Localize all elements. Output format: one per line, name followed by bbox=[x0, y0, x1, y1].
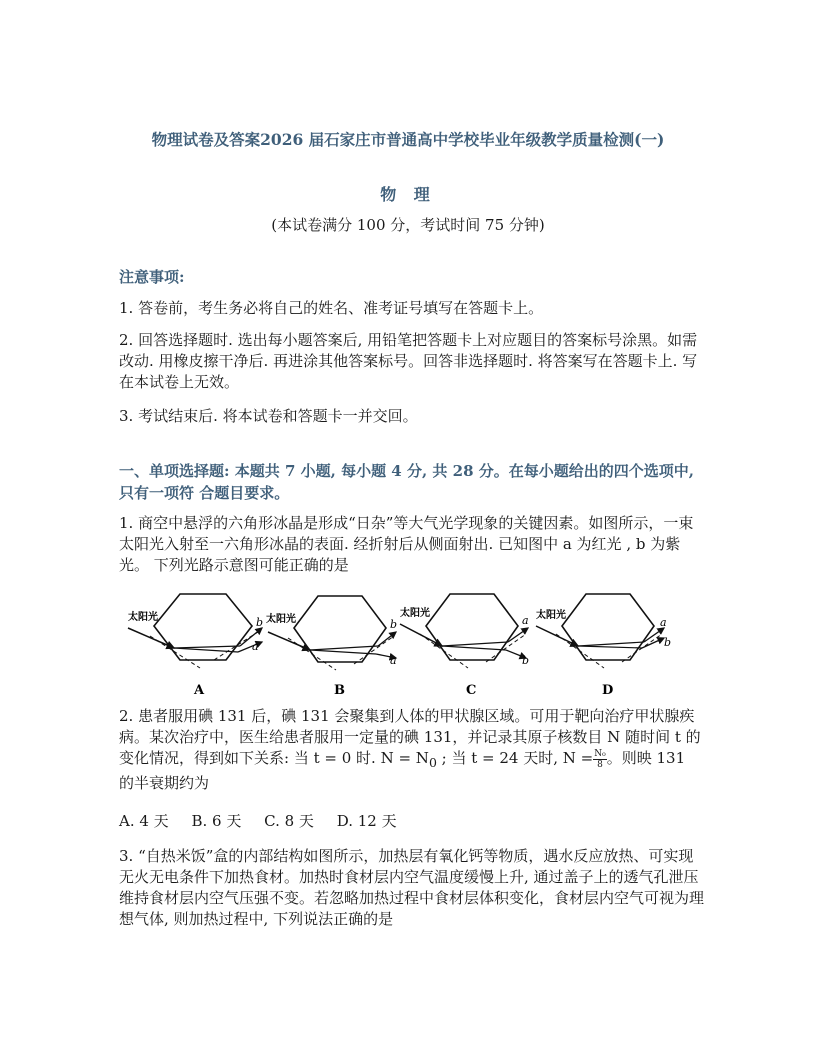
exam-info: (本试卷满分 100 分，考试时间 75 分钟) bbox=[271, 216, 545, 234]
n0-over-8-fraction: $\frac{\text{N₀}}{8}$ bbox=[594, 748, 606, 770]
document-title: 物理试卷及答案2026 届石家庄市普通高中学校毕业年级教学质量检测(一) bbox=[151, 130, 665, 149]
panel-c-diagram bbox=[400, 594, 529, 698]
panel-a-label: A bbox=[194, 683, 205, 698]
option-a[interactable]: A. 4 天 bbox=[119, 812, 169, 830]
panel-a-diagram bbox=[128, 594, 263, 698]
notice-item-3: 3. 考试结束后. 将本试卷和答题卡一并交回。 bbox=[119, 407, 418, 425]
panel-c-sun-label: 太阳光 bbox=[400, 608, 430, 619]
panel-c-ray-a-label: a bbox=[522, 614, 529, 627]
panel-a-sun-label: 太阳光 bbox=[128, 612, 158, 623]
panel-b-sun-label: 太阳光 bbox=[266, 614, 296, 625]
option-c[interactable]: C. 8 天 bbox=[264, 812, 314, 830]
panel-d-ray-b-label: b bbox=[664, 636, 672, 649]
panel-b-label: B bbox=[334, 683, 345, 698]
question-2-options bbox=[119, 810, 415, 831]
panel-d-label: D bbox=[602, 683, 614, 698]
option-d[interactable]: D. 12 天 bbox=[336, 812, 397, 830]
panel-a-ray-b-label: b bbox=[256, 616, 264, 629]
ice-crystal-figure bbox=[0, 588, 816, 698]
n0-subscript: 0 bbox=[428, 755, 437, 770]
question-2-text: 2. 患者服用碘 131 后，碘 131 会聚集到人体的甲状腺区域。可用于靶向治疗甲状腺疾病。某次治疗中，医生给患者服用一定量的碘 131，并记录其原子核数目 N 随时间 t 的变化情况，得到如下关系: 当 t = 0 时. $N = N_0$ ; 当 t = 24 天时, N = $\frac{\text{N₀}}{8}$ 。则映 131 的半衰期约为 bbox=[119, 707, 701, 792]
notice-heading: 注意事项: bbox=[119, 268, 185, 286]
question-3-text: 3. “自热米饭”盒的内部结构如图所示，加热层有氧化钙等物质，遇水反应放热、可实现无火无电条件下加热食材。加热时食材层内空气温度缓慢上升, 通过盖子上的透气孔泄压维持食材层内空气压强不变。若忽略加热过程中食材层体积变化，食材层内空气可视为理想气体, 则加热过程中, 下列说法正确的是 bbox=[119, 847, 705, 928]
panel-b-ray-a-label: a bbox=[390, 654, 397, 667]
panel-b-ray-b-label: b bbox=[390, 618, 398, 631]
panel-c-ray-b-label: b bbox=[522, 654, 530, 667]
question-1-text: 1. 商空中悬浮的六角形冰晶是形成“日杂”等大气光学现象的关键因素。如图所示，一束太阳光入射至一六角形冰晶的表面. 经折射后从侧面射出. 已知图中 a 为红光 , b 为紫光。 下列光路示意图可能正确的是 bbox=[119, 514, 694, 574]
panel-d-ray-a-label: a bbox=[660, 616, 667, 629]
panel-a-ray-a-label: a bbox=[252, 640, 259, 653]
notice-item-2: 2. 回答选择题时. 选出每小题答案后, 用铅笔把答题卡上对应题目的答案标号涂黑。如需改动. 用橡皮擦干净后. 再进涂其他答案标号。回答非选择题时. 将答案写在答题卡上. 写在本试卷上无效。 bbox=[119, 331, 698, 391]
notice-item-1: 1. 答卷前，考生务必将自己的姓名、准考证号填写在答题卡上。 bbox=[119, 299, 544, 317]
option-b[interactable]: B. 6 天 bbox=[191, 812, 242, 830]
section-heading: 一、单项选择题: 本题共 7 小题, 每小题 4 分, 共 28 分。在每小题给出的四个选项中, 只有一项符 合题目要求。 bbox=[119, 462, 694, 502]
panel-d-sun-label: 太阳光 bbox=[536, 610, 566, 621]
panel-b-diagram bbox=[266, 596, 397, 698]
panel-d-diagram bbox=[536, 594, 671, 698]
panel-c-label: C bbox=[466, 683, 477, 698]
subject-title: 物 理 bbox=[380, 185, 436, 204]
